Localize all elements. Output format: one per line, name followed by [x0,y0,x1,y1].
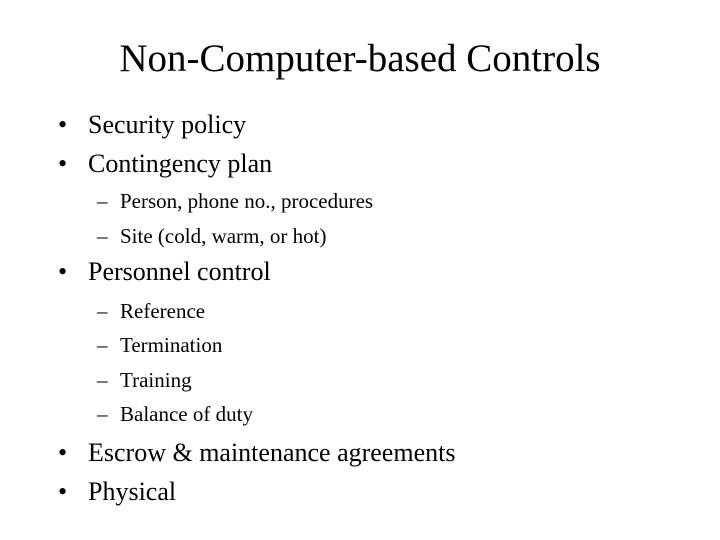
subitem-text: Balance of duty [120,402,253,426]
dash-glyph: – [97,368,108,392]
dash-glyph: – [97,299,108,323]
bullet-glyph: • [58,257,68,286]
bullet-text: Physical [88,477,177,506]
bullet-text: Personnel control [88,257,271,286]
bullet-glyph: • [58,438,68,467]
dash-glyph: – [97,402,108,426]
bullet-glyph: • [58,477,68,506]
bullet-text: Escrow & maintenance agreements [88,438,456,467]
bullet-text: Security policy [88,110,247,139]
slide-title: Non-Computer-based Controls [119,37,601,80]
bullet-text: Contingency plan [88,149,273,178]
dash-glyph: – [97,189,108,213]
bullet-glyph: • [58,110,68,139]
subitem-text: Training [120,368,192,392]
subitem-text: Person, phone no., procedures [120,189,374,213]
bullet-glyph: • [58,149,68,178]
dash-glyph: – [97,333,108,357]
subitem-text: Site (cold, warm, or hot) [120,224,327,248]
subitem-text: Reference [120,299,206,323]
subitem-text: Termination [120,333,223,357]
dash-glyph: – [97,224,108,248]
